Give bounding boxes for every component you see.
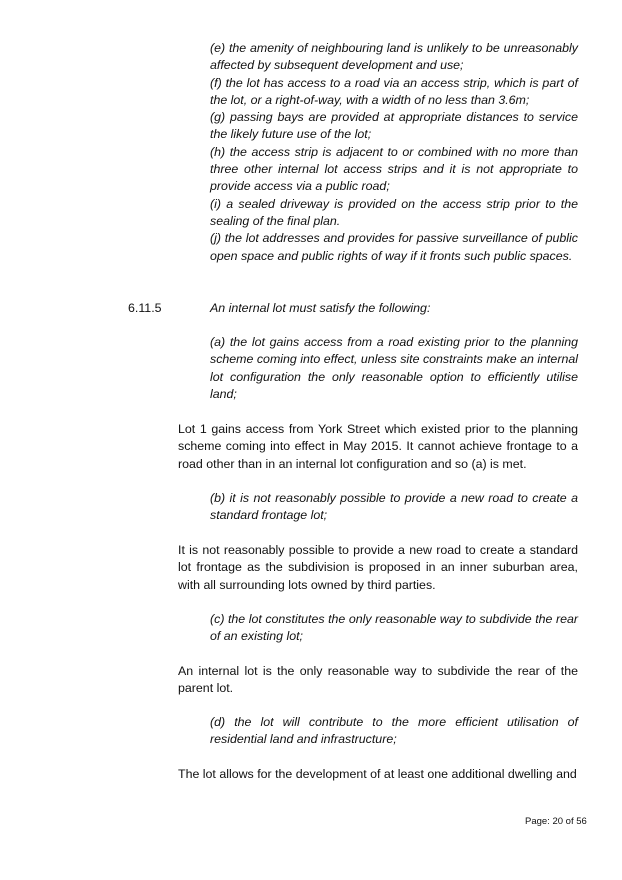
criterion-b: (b) it is not reasonably possible to provide a new road to create a standard frontage lot; bbox=[210, 491, 578, 523]
criterion-f: (f) the lot has access to a road via an access strip, which is part of the lot, or a right-of-way, with a width of no less than 3.6m; bbox=[210, 75, 578, 107]
criterion-c: (c) the lot constitutes the only reasonable way to subdivide the rear of an existing lot; bbox=[210, 612, 578, 644]
continued-criteria-block bbox=[210, 40, 578, 265]
criterion-h: (h) the access strip is adjacent to or combined with no more than three other internal lot access strips and it is not appropriate to provide access via a public road; bbox=[210, 144, 578, 194]
criterion-i: (i) a sealed driveway is provided on the access strip prior to the sealing of the final plan. bbox=[210, 196, 578, 228]
response-c: An internal lot is the only reasonable way to subdivide the rear of the parent lot. bbox=[178, 664, 578, 696]
criterion-j: (j) the lot addresses and provides for passive surveillance of public open space and public rights of way if it fronts such public spaces. bbox=[210, 231, 578, 263]
section-number: 6.11.5 bbox=[128, 301, 162, 315]
response-b: It is not reasonably possible to provide a new road to create a standard lot frontage as the subdivision is proposed in an inner suburban area, with all surrounding lots owned by third parties. bbox=[178, 543, 578, 592]
page-number: Page: 20 of 56 bbox=[525, 816, 587, 827]
criterion-e: (e) the amenity of neighbouring land is unlikely to be unreasonably affected by subsequent development and use; bbox=[210, 41, 578, 73]
criterion-a: (a) the lot gains access from a road existing prior to the planning scheme coming into effect, unless site constraints make an internal lot configuration the only reasonable option to efficiently utilise land; bbox=[210, 335, 578, 401]
response-a: Lot 1 gains access from York Street which existed prior to the planning scheme coming into effect in May 2015. It cannot achieve frontage to a road other than in an internal lot configuration and so (a) is met. bbox=[178, 422, 578, 471]
criterion-g: (g) passing bays are provided at appropriate distances to service the likely future use of the lot; bbox=[210, 110, 578, 142]
section-title: An internal lot must satisfy the following: bbox=[210, 301, 431, 315]
criterion-d: (d) the lot will contribute to the more efficient utilisation of residential land and infrastructure; bbox=[210, 715, 578, 747]
response-d: The lot allows for the development of at least one additional dwelling and bbox=[178, 767, 577, 781]
